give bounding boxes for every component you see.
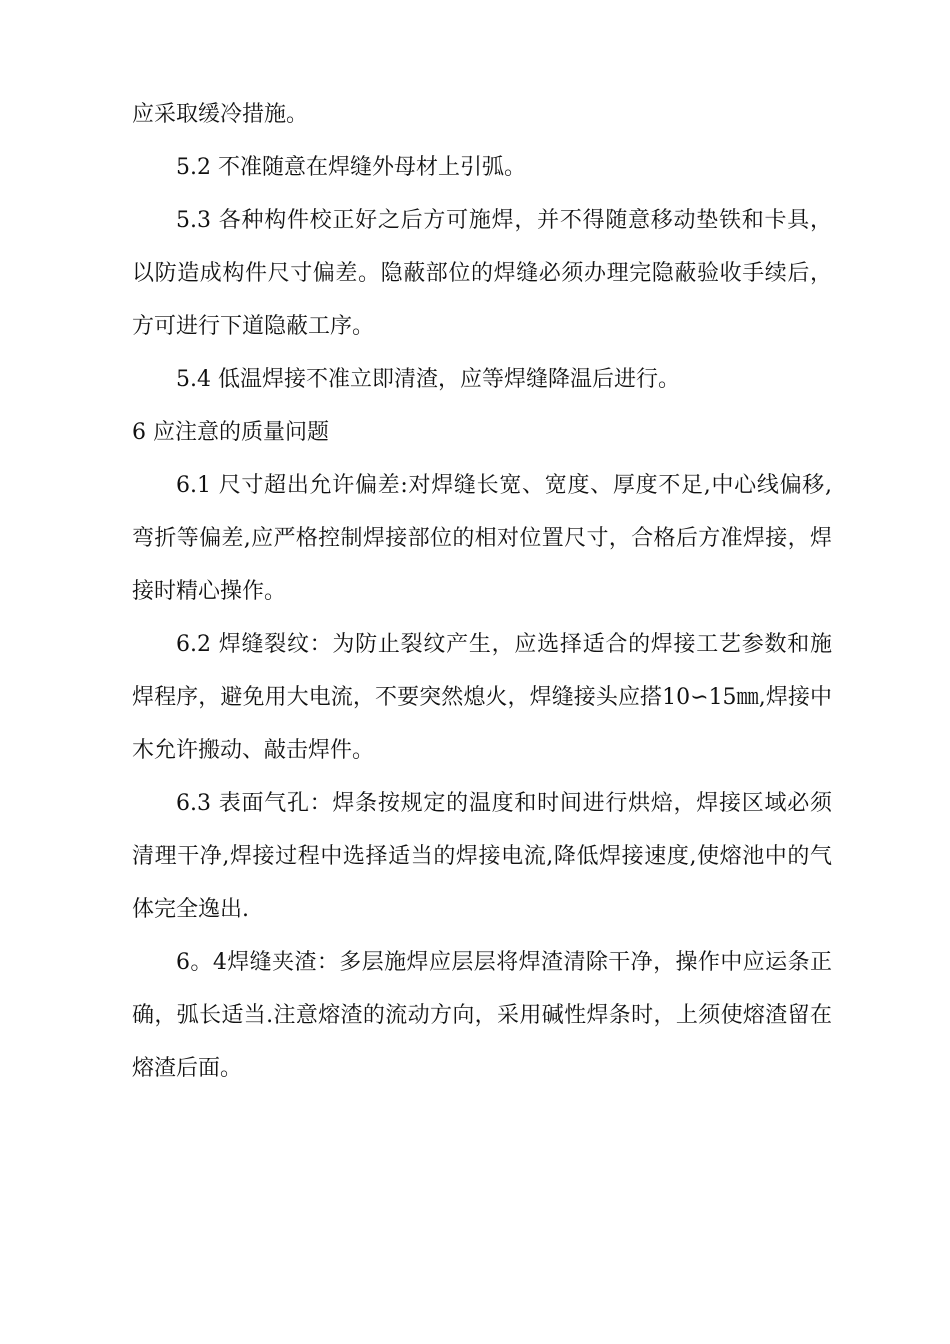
paragraph-6-4: 6。4焊缝夹渣：多层施焊应层层将焊渣清除干净，操作中应运条正确，弧长适当.注意熔渣的流动方向，采用碱性焊条时，上须使熔渣留在熔渣后面。 <box>132 950 832 1081</box>
section-heading-6: 6 应注意的质量问题 <box>132 420 329 445</box>
paragraph-cooling-measures: 应采取缓冷措施。 <box>132 102 309 127</box>
paragraph-5-2: 5.2 不准随意在焊缝外母材上引弧。 <box>176 155 526 180</box>
paragraph-5-4: 5.4 低温焊接不准立即清渣，应等焊缝降温后进行。 <box>176 367 680 392</box>
paragraph-6-3: 6.3 表面气孔：焊条按规定的温度和时间进行烘焙，焊接区域必须清理干净,焊接过程中选择适当的焊接电流,降低焊接速度,使熔池中的气体完全逸出. <box>132 791 832 922</box>
document-body <box>132 88 832 1095</box>
paragraph-6-2: 6.2 焊缝裂纹：为防止裂纹产生，应选择适合的焊接工艺参数和施焊程序，避免用大电流，不要突然熄火，焊缝接头应搭10∽15㎜,焊接中木允许搬动、敲击焊件。 <box>132 632 832 763</box>
paragraph-5-3: 5.3 各种构件校正好之后方可施焊，并不得随意移动垫铁和卡具，以防造成构件尺寸偏差。隐蔽部位的焊缝必须办理完隐蔽验收手续后，方可进行下道隐蔽工序。 <box>132 208 832 339</box>
paragraph-6-1: 6.1 尺寸超出允许偏差:对焊缝长宽、宽度、厚度不足,中心线偏移,弯折等偏差,应严格控制焊接部位的相对位置尺寸，合格后方准焊接，焊接时精心操作。 <box>132 473 832 604</box>
